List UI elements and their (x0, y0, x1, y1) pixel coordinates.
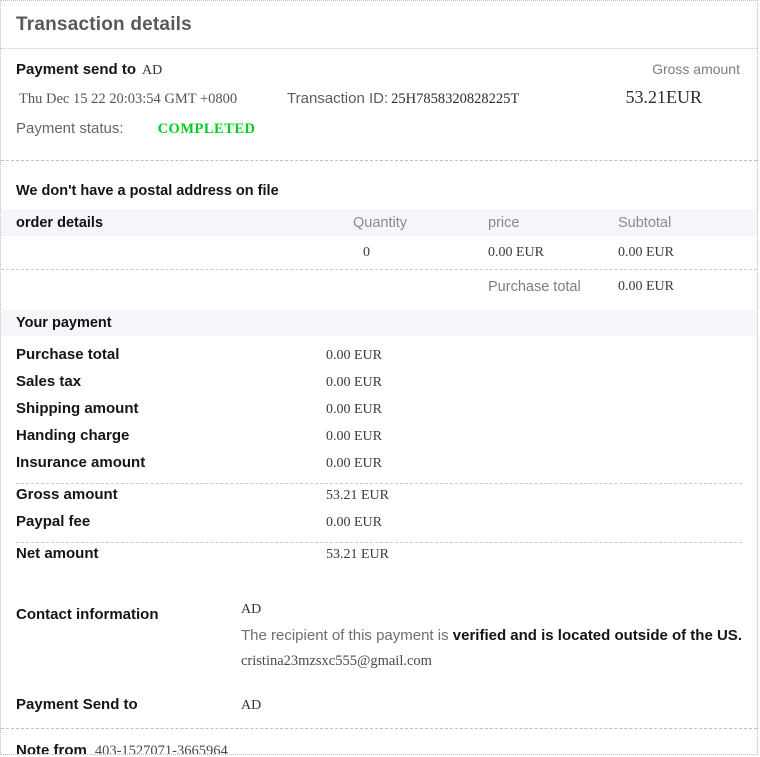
payment-row-purchase-total (16, 346, 742, 373)
transaction-date: Thu Dec 15 22 20:03:54 GMT +0800 (19, 91, 238, 107)
page-header (1, 1, 757, 49)
row-label: Paypal fee (16, 513, 91, 530)
gross-amount-label: Gross amount (652, 61, 740, 77)
row-label: Insurance amount (16, 454, 146, 471)
row-value: 53.21 EUR (326, 547, 389, 562)
payment-row-gross-amount (16, 486, 742, 513)
row-label: Sales tax (16, 373, 82, 390)
payment-summary-section (1, 49, 757, 161)
row-label: Shipping amount (16, 400, 139, 417)
page-title: Transaction details (16, 13, 192, 35)
row-value: 0.00 EUR (326, 456, 382, 471)
payment-row-insurance-amount (16, 454, 742, 484)
contact-information-section (1, 572, 757, 670)
column-price: price (488, 214, 520, 231)
row-value: 0.00 EUR (326, 375, 382, 390)
transaction-id (287, 90, 626, 108)
column-subtotal: Subtotal (618, 214, 672, 231)
order-item-row (1, 236, 757, 270)
row-label: Purchase total (16, 346, 120, 363)
payment-send-to-label-bottom: Payment Send to (16, 696, 138, 713)
payment-status-label: Payment status: (16, 120, 124, 137)
row-value: 0.00 EUR (326, 515, 382, 530)
payment-send-to (16, 61, 162, 79)
purchase-total-row (1, 270, 757, 303)
your-payment-header (1, 310, 757, 336)
row-value: 0.00 EUR (326, 402, 382, 417)
summary-row-top (16, 61, 742, 85)
recipient-note-prefix: The recipient of this payment is (241, 627, 453, 644)
purchase-total-label: Purchase total (488, 278, 581, 295)
payment-row-sales-tax (16, 373, 742, 400)
recipient-verification-note (241, 627, 742, 644)
order-details-title: order details (16, 214, 104, 231)
your-payment-title: Your payment (16, 315, 112, 331)
payment-send-to-label: Payment send to (16, 61, 137, 78)
note-from-value: 403-1527071-3665964 (94, 743, 228, 755)
contact-information-title: Contact information (16, 606, 159, 623)
contact-email: cristina23mzsxc555@gmail.com (241, 653, 432, 669)
note-from-label: Note from (16, 742, 87, 755)
row-label: Net amount (16, 545, 99, 562)
contact-information-body (241, 602, 742, 670)
payment-row-handing-charge (16, 427, 742, 454)
order-item-quantity: 0 (363, 244, 370, 260)
payment-send-to-section (1, 670, 757, 729)
transaction-id-label: Transaction ID: (287, 90, 389, 107)
row-value: 0.00 EUR (326, 429, 382, 444)
contact-name: AD (241, 602, 262, 617)
recipient-note-bold: verified and is located outside of the US. (452, 627, 742, 644)
your-payment-rows (1, 336, 757, 572)
payment-send-to-value-bottom: AD (241, 698, 262, 713)
gross-amount-value: 53.21EUR (625, 87, 702, 107)
payment-row-paypal-fee (16, 513, 742, 543)
order-details-header (1, 209, 757, 236)
row-value: 0.00 EUR (326, 348, 382, 363)
order-item-price: 0.00 EUR (488, 244, 544, 260)
payee-name: AD (142, 63, 163, 78)
payment-row-net-amount (16, 545, 742, 572)
payment-status-value: COMPLETED (157, 121, 256, 137)
payment-row-shipping-amount (16, 400, 742, 427)
purchase-total-value: 0.00 EUR (618, 278, 674, 294)
order-item-subtotal: 0.00 EUR (618, 244, 674, 260)
transaction-id-value: 25H7858320828225T (391, 91, 520, 107)
note-from-section (1, 729, 757, 755)
column-quantity: Quantity (353, 214, 407, 231)
postal-address-notice: We don't have a postal address on file (16, 183, 279, 199)
row-label: Handing charge (16, 427, 130, 444)
row-value: 53.21 EUR (326, 488, 389, 503)
summary-row-status (16, 120, 742, 146)
row-label: Gross amount (16, 486, 118, 503)
summary-row-middle (16, 87, 742, 117)
